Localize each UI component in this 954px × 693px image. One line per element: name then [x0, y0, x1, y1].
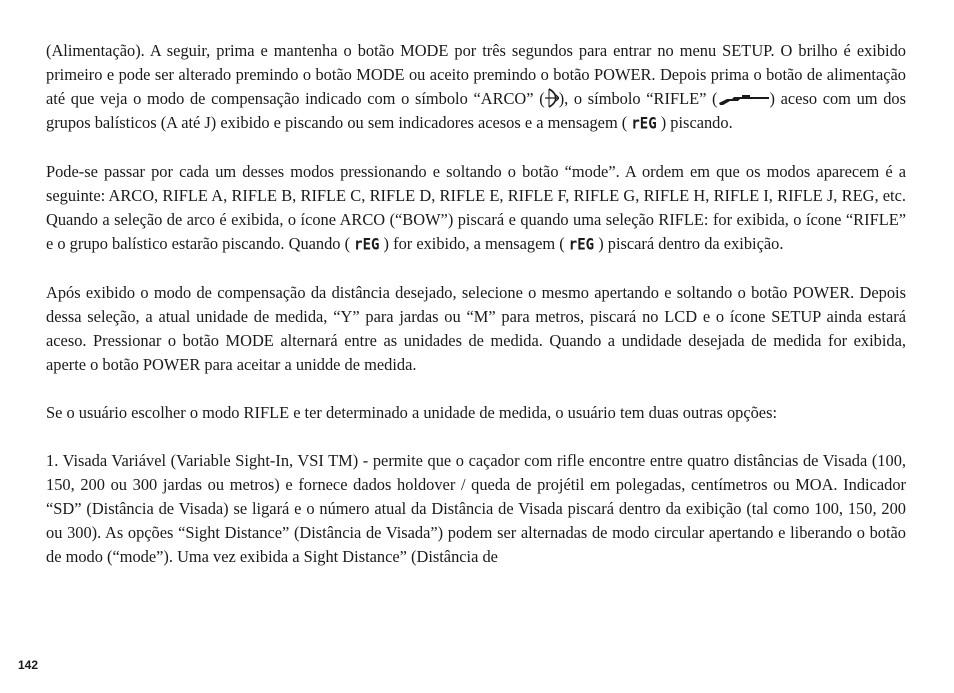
text-segment: ), o símbolo “RIFLE” (	[558, 89, 718, 108]
paragraph-rifle-options: Se o usuário escolher o modo RIFLE e ter determinado a unidade de medida, o usuário tem duas outras opções:	[46, 403, 778, 422]
text-segment: ) for exibido, a mensagem (	[379, 234, 569, 253]
lcd-reg-message: rEG	[354, 235, 380, 255]
paragraph-unit-selection: Após exibido o modo de compensação da distância desejado, selecione o mesmo apertando e soltando o botão POWER. Depois dessa seleção, a atual unidade de medida, “Y” para jardas ou “M” para metros, piscará no LCD e o ícone SETUP ainda estará aceso. Pressionar o botão MODE alternará entre as unidades de medida. Quando a undidade desejada de medida for exibida, aperte o botão POWER para aceitar a unidde de medida.	[46, 283, 906, 374]
page-number: 142	[18, 658, 39, 672]
lcd-reg-message: rEG	[631, 114, 657, 134]
paragraph-variable-sight-in: 1. Visada Variável (Variable Sight-In, VSI TM) - permite que o caçador com rifle encontre entre quatro distâncias de Visada (100, 150, 200 ou 300 jardas ou metros) e fornece dados holdover / queda de projétil em polegadas, centímetros ou MOA. Indicador “SD” (Distância de Visada) se ligará e o número atual da Distância de Visada piscará dentro da exibição (tal como 100, 150, 200 ou 300). As opções “Sight Distance” (Distância de Visada”) podem ser alternadas de modo circular apertando e liberando o botão de modo (“mode”). Uma vez exibida a Sight Distance” (Distância de	[46, 451, 906, 566]
bow-icon	[545, 88, 559, 108]
text-segment: ) piscando.	[656, 113, 733, 132]
paragraph-mode-order	[46, 160, 906, 257]
text-segment: ) piscará dentro da exibição.	[594, 234, 784, 253]
rifle-icon	[718, 94, 770, 108]
text-segment: ) aceso com um dos grupos balísticos (A até J) exibido e piscando ou sem indicadores acesos e a mensagem (	[46, 89, 906, 132]
lcd-reg-message: rEG	[568, 235, 595, 255]
text-segment: (Alimentação). A seguir, prima e mantenha o botão MODE por três segundos para entrar no menu SETUP. O brilho é exibido primeiro e pode ser alterado premindo o botão MODE ou aceito premindo o botão POWER. Depois prima o botão de alimentação até que veja o modo de compensação indicado com o símbolo “ARCO” (	[46, 41, 906, 108]
page-body	[46, 39, 906, 569]
text-segment: Pode-se passar por cada um desses modos pressionando e soltando o botão “mode”. A ordem em que os modos aparecem é a seguinte: ARCO, RIFLE A, RIFLE B, RIFLE C, RIFLE D, RIFLE E, RIFLE F, RIFLE G, RIFLE H, RIFLE I, RIFLE J, REG, etc. Quando a seleção de arco é exibida, o ícone ARCO (“BOW”) piscará e quando uma seleção RIFLE: for exibida, o ícone “RIFLE” e o grupo balístico estarão piscando. Quando (	[46, 162, 906, 253]
paragraph-setup-menu	[46, 39, 906, 136]
